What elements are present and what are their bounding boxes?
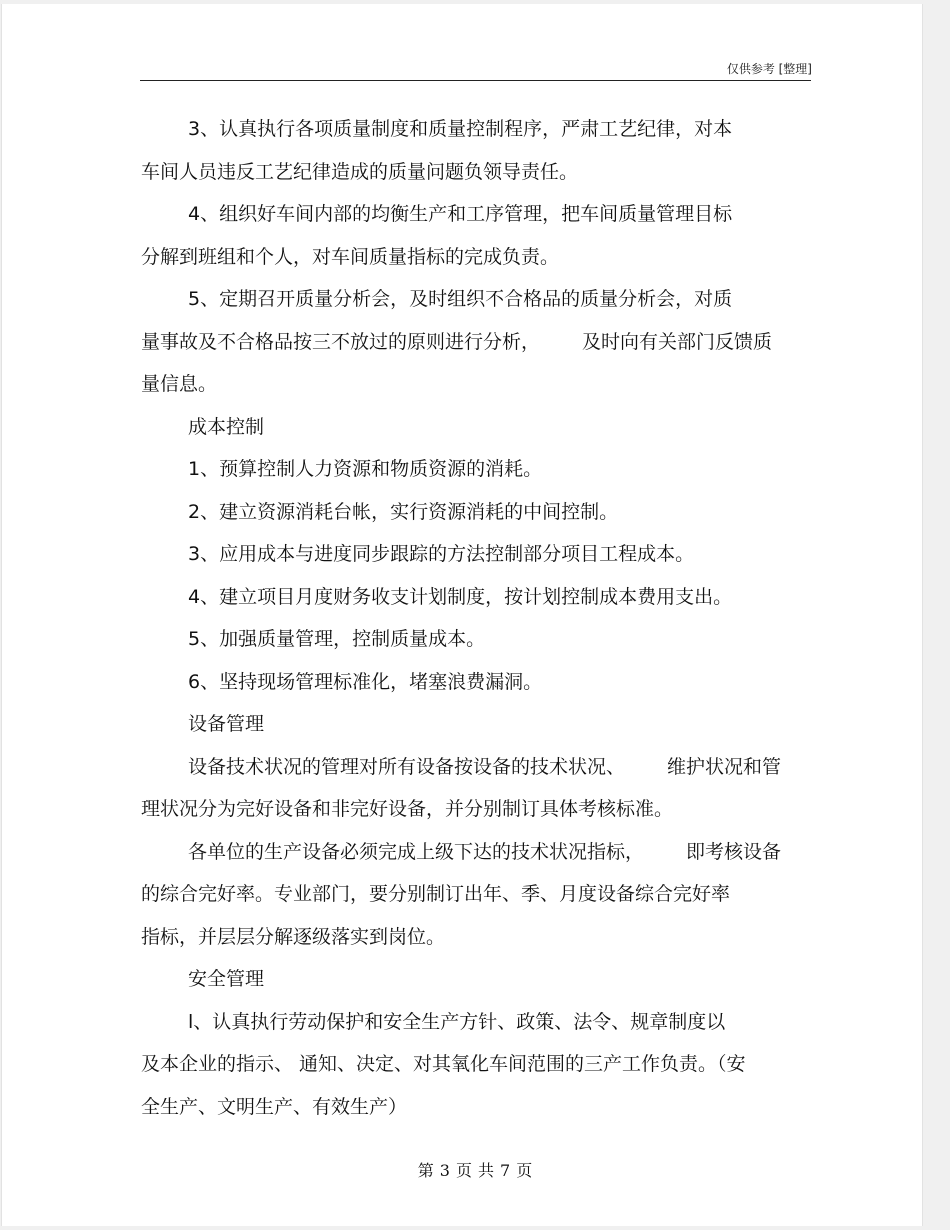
safety-item-1-line-3: 全生产、文明生产、有效生产） [141,1095,408,1118]
footer-suffix: 页 [516,1161,533,1180]
equipment-para-1-line-1-part-b: 维护状况和管 [667,755,782,778]
quality-item-5-line-2-part-a: 量事故及不合格品按三不放过的原则进行分析， [141,330,541,353]
document-page [1,4,923,1226]
safety-item-1-line-2: 及本企业的指示、 通知、决定、对其氧化车间范围的三产工作负责。（安 [141,1053,746,1075]
safety-item-1-line-1: l、认真执行劳动保护和安全生产方针、政策、法令、规章制度以 [188,1010,726,1033]
section-heading-cost-control: 成本控制 [188,415,265,438]
equipment-para-2-line-2: 的综合完好率。专业部门，要分别制订出年、季、月度设备综合完好率 [141,883,731,905]
quality-item-4-line-1: 4、组织好车间内部的均衡生产和工序管理，把车间质量管理目标 [188,203,733,225]
section-heading-safety-management: 安全管理 [188,968,265,990]
quality-item-5-line-1: 5、定期召开质量分析会，及时组织不合格品的质量分析会，对质 [188,288,733,310]
section-heading-equipment-management: 设备管理 [188,713,265,735]
header-note: 仅供参考 [整理] [726,62,812,76]
footer-total-pages: 7 [500,1161,511,1180]
cost-item-6: 6、坚持现场管理标准化，堵塞浪费漏洞。 [188,670,543,693]
cost-item-3: 3、应用成本与进度同步跟踪的方法控制部分项目工程成本。 [188,543,695,565]
quality-item-5-line-3: 量信息。 [141,373,218,395]
cost-item-4: 4、建立项目月度财务收支计划制度，按计划控制成本费用支出。 [188,585,733,608]
footer-current-page: 3 [439,1161,450,1180]
footer-mid-2: 共 [478,1161,495,1180]
equipment-para-1-line-1-part-a: 设备技术状况的管理对所有设备按设备的技术状况、 [188,755,626,778]
cost-item-2: 2、建立资源消耗台帐，实行资源消耗的中间控制。 [188,500,619,523]
equipment-para-2-line-1-part-b: 即考核设备 [686,840,782,863]
footer-prefix: 第 [417,1161,434,1180]
quality-item-4-line-2: 分解到班组和个人，对车间质量指标的完成负责。 [141,245,560,268]
equipment-para-2-line-1-part-a: 各单位的生产设备必须完成上级下达的技术状况指标， [188,840,645,863]
header-divider [140,80,811,81]
document-body [141,108,817,1128]
quality-item-3-line-2: 车间人员违反工艺纪律造成的质量问题负领导责任。 [141,160,579,183]
cost-item-5: 5、加强质量管理，控制质量成本。 [188,628,486,650]
quality-item-5-line-2 [141,321,817,364]
footer-mid-1: 页 [455,1161,472,1180]
cost-item-1: 1、预算控制人力资源和物质资源的消耗。 [188,458,543,480]
quality-item-5-line-2-part-b: 及时向有关部门反馈质 [582,330,773,353]
equipment-para-1-line-1 [141,746,817,789]
quality-item-3-line-1: 3、认真执行各项质量制度和质量控制程序，严肃工艺纪律，对本 [188,118,733,140]
equipment-para-1-line-2: 理状况分为完好设备和非完好设备，并分别制订具体考核标准。 [141,798,674,820]
equipment-para-2-line-1 [141,831,817,874]
page-footer [2,1158,923,1181]
equipment-para-2-line-3: 指标，并层层分解逐级落实到岗位。 [141,925,446,948]
